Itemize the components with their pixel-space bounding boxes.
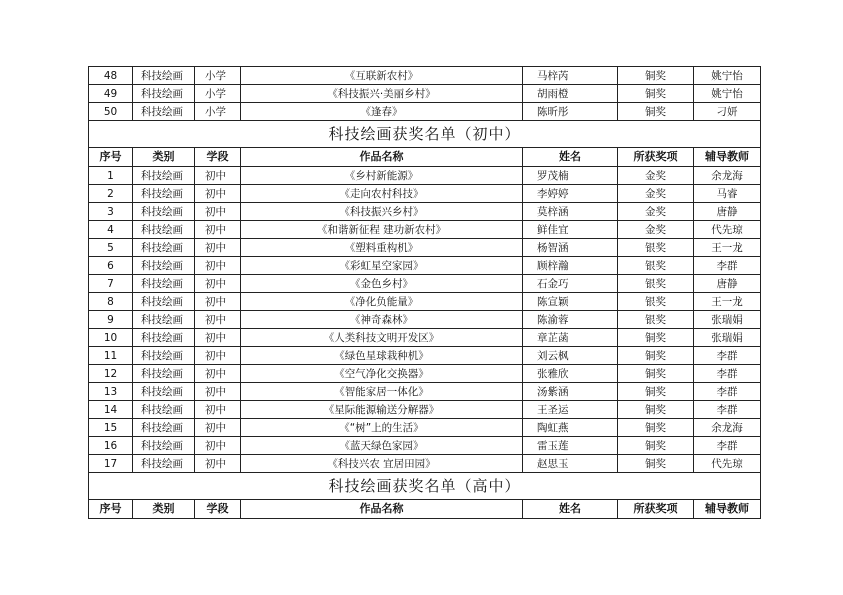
cell-category: 科技绘画	[133, 419, 195, 437]
cell-name: 张雅欣	[523, 365, 618, 383]
cell-no: 3	[89, 203, 133, 221]
cell-teacher: 刁妍	[694, 103, 761, 121]
cell-name: 刘云枫	[523, 347, 618, 365]
cell-name: 陈渝蓉	[523, 311, 618, 329]
cell-work: 《星际能源输送分解器》	[241, 401, 523, 419]
cell-no: 7	[89, 275, 133, 293]
cell-level: 初中	[195, 419, 241, 437]
cell-teacher: 王一龙	[694, 293, 761, 311]
table-row	[89, 311, 761, 329]
cell-level: 初中	[195, 329, 241, 347]
cell-no: 5	[89, 239, 133, 257]
cell-award: 铜奖	[618, 383, 694, 401]
header-level: 学段	[195, 500, 241, 519]
cell-no: 15	[89, 419, 133, 437]
cell-no: 16	[89, 437, 133, 455]
header-row	[89, 500, 761, 519]
cell-teacher: 李群	[694, 365, 761, 383]
cell-category: 科技绘画	[133, 221, 195, 239]
cell-award: 金奖	[618, 203, 694, 221]
cell-no: 14	[89, 401, 133, 419]
cell-award: 银奖	[618, 239, 694, 257]
cell-name: 陈宣颖	[523, 293, 618, 311]
cell-level: 小学	[195, 103, 241, 121]
header-category: 类别	[133, 500, 195, 519]
cell-award: 金奖	[618, 221, 694, 239]
cell-no: 8	[89, 293, 133, 311]
cell-award: 铜奖	[618, 85, 694, 103]
cell-category: 科技绘画	[133, 203, 195, 221]
cell-category: 科技绘画	[133, 257, 195, 275]
table-row	[89, 365, 761, 383]
cell-work: 《科技振兴乡村》	[241, 203, 523, 221]
header-row	[89, 148, 761, 167]
cell-category: 科技绘画	[133, 275, 195, 293]
cell-work: 《金色乡村》	[241, 275, 523, 293]
header-level: 学段	[195, 148, 241, 167]
cell-level: 初中	[195, 293, 241, 311]
cell-level: 初中	[195, 185, 241, 203]
cell-award: 银奖	[618, 257, 694, 275]
cell-teacher: 姚宁怡	[694, 67, 761, 85]
cell-name: 李婷婷	[523, 185, 618, 203]
cell-work: 《净化负能量》	[241, 293, 523, 311]
header-award: 所获奖项	[618, 500, 694, 519]
cell-level: 初中	[195, 401, 241, 419]
cell-category: 科技绘画	[133, 311, 195, 329]
cell-no: 11	[89, 347, 133, 365]
table-row	[89, 329, 761, 347]
cell-award: 银奖	[618, 293, 694, 311]
cell-level: 初中	[195, 167, 241, 185]
cell-level: 初中	[195, 365, 241, 383]
cell-name: 雷玉莲	[523, 437, 618, 455]
header-no: 序号	[89, 148, 133, 167]
cell-name: 莫梓涵	[523, 203, 618, 221]
header-work: 作品名称	[241, 500, 523, 519]
cell-work: 《乡村新能源》	[241, 167, 523, 185]
cell-no: 17	[89, 455, 133, 473]
cell-teacher: 代先琼	[694, 455, 761, 473]
cell-award: 铜奖	[618, 329, 694, 347]
header-teacher: 辅导教师	[694, 148, 761, 167]
cell-level: 初中	[195, 275, 241, 293]
cell-level: 初中	[195, 455, 241, 473]
cell-no: 49	[89, 85, 133, 103]
cell-name: 汤紫涵	[523, 383, 618, 401]
cell-teacher: 李群	[694, 347, 761, 365]
table-row	[89, 203, 761, 221]
cell-category: 科技绘画	[133, 293, 195, 311]
table-row	[89, 419, 761, 437]
cell-award: 银奖	[618, 311, 694, 329]
cell-name: 章芷菡	[523, 329, 618, 347]
award-list-sheet	[88, 66, 760, 519]
header-name: 姓名	[523, 500, 618, 519]
cell-work: 《互联新农村》	[241, 67, 523, 85]
cell-work: 《彩虹星空家园》	[241, 257, 523, 275]
cell-no: 2	[89, 185, 133, 203]
cell-award: 铜奖	[618, 455, 694, 473]
section-title: 科技绘画获奖名单（初中）	[89, 121, 761, 148]
cell-teacher: 李群	[694, 257, 761, 275]
cell-level: 初中	[195, 203, 241, 221]
cell-name: 鲜佳宜	[523, 221, 618, 239]
table-row	[89, 347, 761, 365]
cell-award: 铜奖	[618, 103, 694, 121]
cell-teacher: 王一龙	[694, 239, 761, 257]
table-row	[89, 257, 761, 275]
cell-teacher: 唐静	[694, 275, 761, 293]
cell-category: 科技绘画	[133, 329, 195, 347]
table-row	[89, 239, 761, 257]
cell-name: 马梓芮	[523, 67, 618, 85]
header-no: 序号	[89, 500, 133, 519]
award-table-body	[89, 67, 761, 519]
cell-teacher: 姚宁怡	[694, 85, 761, 103]
cell-no: 10	[89, 329, 133, 347]
cell-teacher: 李群	[694, 383, 761, 401]
cell-level: 初中	[195, 257, 241, 275]
header-teacher: 辅导教师	[694, 500, 761, 519]
cell-category: 科技绘画	[133, 437, 195, 455]
cell-work: 《人类科技文明开发区》	[241, 329, 523, 347]
cell-award: 铜奖	[618, 67, 694, 85]
cell-work: 《科技振兴·美丽乡村》	[241, 85, 523, 103]
cell-no: 9	[89, 311, 133, 329]
table-row	[89, 85, 761, 103]
cell-name: 王圣运	[523, 401, 618, 419]
table-row	[89, 455, 761, 473]
table-row	[89, 103, 761, 121]
table-row	[89, 275, 761, 293]
cell-level: 初中	[195, 221, 241, 239]
cell-award: 金奖	[618, 185, 694, 203]
header-category: 类别	[133, 148, 195, 167]
cell-award: 金奖	[618, 167, 694, 185]
header-work: 作品名称	[241, 148, 523, 167]
table-row	[89, 437, 761, 455]
cell-name: 罗茂楠	[523, 167, 618, 185]
cell-award: 银奖	[618, 275, 694, 293]
cell-name: 杨智涵	[523, 239, 618, 257]
table-row	[89, 167, 761, 185]
cell-level: 初中	[195, 239, 241, 257]
cell-work: 《塑料重构机》	[241, 239, 523, 257]
table-row	[89, 221, 761, 239]
cell-award: 铜奖	[618, 437, 694, 455]
cell-no: 4	[89, 221, 133, 239]
cell-name: 陶虹燕	[523, 419, 618, 437]
cell-name: 顾梓瀚	[523, 257, 618, 275]
cell-work: 《空气净化交换器》	[241, 365, 523, 383]
header-award: 所获奖项	[618, 148, 694, 167]
cell-award: 铜奖	[618, 347, 694, 365]
cell-category: 科技绘画	[133, 383, 195, 401]
cell-no: 48	[89, 67, 133, 85]
cell-no: 6	[89, 257, 133, 275]
cell-award: 铜奖	[618, 401, 694, 419]
cell-no: 50	[89, 103, 133, 121]
cell-work: 《和谐新征程 建功新农村》	[241, 221, 523, 239]
cell-level: 初中	[195, 437, 241, 455]
high-school-title-row	[89, 473, 761, 500]
cell-level: 初中	[195, 347, 241, 365]
cell-name: 胡雨橙	[523, 85, 618, 103]
cell-award: 铜奖	[618, 419, 694, 437]
cell-level: 小学	[195, 85, 241, 103]
cell-category: 科技绘画	[133, 401, 195, 419]
cell-category: 科技绘画	[133, 67, 195, 85]
cell-work: 《科技兴农 宜居田园》	[241, 455, 523, 473]
cell-no: 12	[89, 365, 133, 383]
table-row	[89, 401, 761, 419]
section-title: 科技绘画获奖名单（高中）	[89, 473, 761, 500]
cell-category: 科技绘画	[133, 347, 195, 365]
cell-name: 石金巧	[523, 275, 618, 293]
cell-work: 《走向农村科技》	[241, 185, 523, 203]
cell-teacher: 李群	[694, 401, 761, 419]
cell-teacher: 李群	[694, 437, 761, 455]
cell-no: 1	[89, 167, 133, 185]
cell-teacher: 代先琼	[694, 221, 761, 239]
cell-teacher: 余龙海	[694, 167, 761, 185]
cell-category: 科技绘画	[133, 365, 195, 383]
table-row	[89, 293, 761, 311]
cell-level: 小学	[195, 67, 241, 85]
cell-no: 13	[89, 383, 133, 401]
cell-category: 科技绘画	[133, 455, 195, 473]
cell-work: 《逢春》	[241, 103, 523, 121]
middle-school-title-row	[89, 121, 761, 148]
table-row	[89, 383, 761, 401]
cell-category: 科技绘画	[133, 167, 195, 185]
cell-teacher: 余龙海	[694, 419, 761, 437]
cell-teacher: 唐静	[694, 203, 761, 221]
cell-category: 科技绘画	[133, 185, 195, 203]
cell-teacher: 张瑞娟	[694, 329, 761, 347]
table-row	[89, 185, 761, 203]
cell-work: 《绿色星球栽种机》	[241, 347, 523, 365]
cell-work: 《“树”上的生活》	[241, 419, 523, 437]
table-row	[89, 67, 761, 85]
cell-work: 《神奇森林》	[241, 311, 523, 329]
award-table	[88, 66, 761, 519]
cell-name: 赵思玉	[523, 455, 618, 473]
cell-category: 科技绘画	[133, 239, 195, 257]
cell-name: 陈昕彤	[523, 103, 618, 121]
cell-teacher: 马睿	[694, 185, 761, 203]
cell-work: 《蓝天绿色家园》	[241, 437, 523, 455]
header-name: 姓名	[523, 148, 618, 167]
cell-award: 铜奖	[618, 365, 694, 383]
cell-level: 初中	[195, 311, 241, 329]
cell-level: 初中	[195, 383, 241, 401]
cell-work: 《智能家居一体化》	[241, 383, 523, 401]
cell-teacher: 张瑞娟	[694, 311, 761, 329]
cell-category: 科技绘画	[133, 103, 195, 121]
cell-category: 科技绘画	[133, 85, 195, 103]
